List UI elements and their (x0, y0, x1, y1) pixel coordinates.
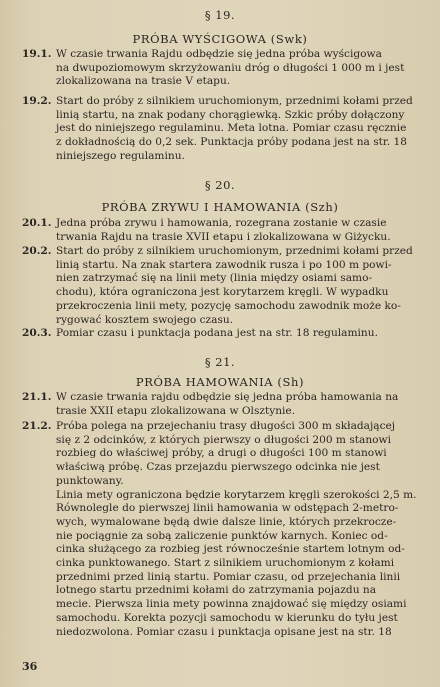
page-number: 36 (22, 660, 38, 673)
paragraph-19-1 (22, 48, 422, 89)
paragraph-number: 21.2. (22, 420, 52, 432)
paragraph-text: W czasie trwania rajdu odbędzie się jedna próba hamowania na trasie XXII etapu zlokalizowana w Olsztynie. (56, 391, 399, 417)
section-19-number: § 19. (204, 8, 236, 22)
paragraph-text: Start do próby z silnikiem uruchomionym, przednimi kołami przed linią startu. Na znak startera zawodnik rusza i po 100 m powi- nien zatrzymać się na linii mety (linia między osiami samo- chodu), która ograniczona jest korytarzem kręgli. W wypadku przekroczenia linii mety, pozycję samochodu zawodnik może ko- rygować kosztem swojego czasu. (56, 245, 413, 326)
paragraph-20-2 (22, 245, 422, 327)
paragraph-21-1 (22, 391, 422, 418)
section-19-title: PRÓBA WYŚCIGOWA (Swk) (132, 32, 308, 46)
section-20-title: PRÓBA ZRYWU I HAMOWANIA (Szh) (101, 200, 339, 214)
paragraph-20-1 (22, 217, 422, 244)
paragraph-number: 20.2. (22, 245, 52, 257)
paragraph-text: Pomiar czasu i punktacja podana jest na str. 18 regulaminu. (56, 327, 378, 339)
paragraph-21-2 (22, 420, 422, 639)
paragraph-19-2 (22, 95, 422, 164)
paragraph-number: 19.2. (22, 95, 52, 107)
paragraph-20-3 (22, 327, 422, 341)
section-21-title: PRÓBA HAMOWANIA (Sh) (135, 375, 305, 389)
paragraph-text: Start do próby z silnikiem uruchomionym, przednimi kołami przed linią startu, na znak podany chorągiewką. Szkic próby dołączony jest do niniejszego regulaminu. Meta lotna. Pomiar czasu ręcznie z dokładnością do 0,2 sek. Punktacja próby podana jest na str. 18 niniejszego regulaminu. (56, 95, 413, 162)
paragraph-number: 20.1. (22, 217, 52, 229)
paragraph-number: 21.1. (22, 391, 52, 403)
paragraph-text: Jedna próba zrywu i hamowania, rozegrana zostanie w czasie trwania Rajdu na trasie XVII etapu i zlokalizowana w Giżycku. (56, 217, 391, 243)
paragraph-number: 19.1. (22, 48, 52, 60)
paragraph-text: W czasie trwania Rajdu odbędzie się jedna próba wyścigowa na dwupoziomowym skrzyżowaniu dróg o długości 1 000 m i jest zlokalizowana na trasie V etapu. (56, 48, 405, 88)
paragraph-number: 20.3. (22, 327, 52, 339)
section-21-number: § 21. (204, 355, 236, 369)
paragraph-text: Próba polega na przejechaniu trasy długości 300 m składającej się z 2 odcinków, z których pierwszy o długości 200 m stanowi rozbieg do właściwej próby, a drugi o długości 100 m stanowi właściwą próbę. Czas przejazdu pierwszego odcinka nie jest punktowany. Linia mety ograniczona będzie korytarzem kręgli szerokości 2,5 m. Równolegle do pierwszej linii hamowania w odstępach 2-metro- wych, wymalowane będą dwie dalsze linie, których przekrocze- nie pociągnie za sobą zaliczenie punktów karnych. Koniec od- cinka służącego za rozbieg jest równocześnie startem lotnym od- cinka punktowanego. Start z silnikiem uruchomionym z kołami przednimi przed linią startu. Pomiar czasu, od przejechania linii lotnego startu przednimi kołami do zatrzymania pojazdu na mecie. Pierwsza linia mety powinna znajdować się między osiami samochodu. Korekta pozycji samochodu w kierunku do tyłu jest niedozwolona. Pomiar czasu i punktacja opisane jest na str. 18 (56, 420, 417, 638)
section-20-number: § 20. (204, 178, 236, 192)
